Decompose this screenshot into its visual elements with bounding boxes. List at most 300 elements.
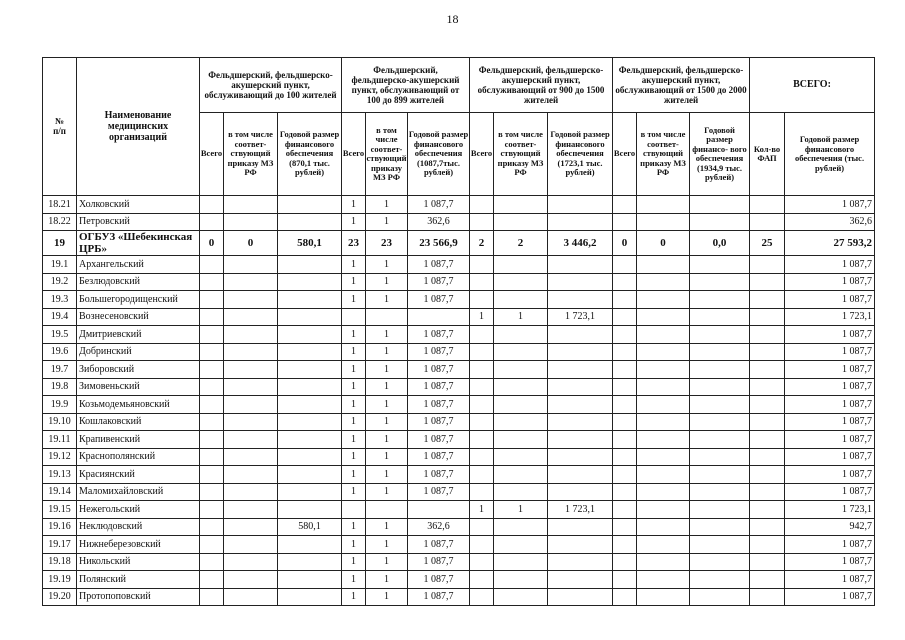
cell-fap-count <box>750 448 785 466</box>
cell-g3-total <box>470 413 494 431</box>
cell-fap-count <box>750 396 785 414</box>
cell-g1-funding: 580,1 <box>278 518 342 536</box>
cell-g1-funding <box>278 553 342 571</box>
cell-g2-compliant: 1 <box>366 431 408 449</box>
cell-g3-funding <box>548 213 613 231</box>
organization-name: Кошлаковский <box>77 413 200 431</box>
cell-fap-count <box>750 466 785 484</box>
cell-g4-total <box>613 196 637 214</box>
cell-total-funding: 362,6 <box>785 213 875 231</box>
cell-g4-compliant <box>637 343 690 361</box>
cell-total-funding: 1 087,7 <box>785 256 875 274</box>
cell-g2-funding: 1 087,7 <box>408 431 470 449</box>
cell-g3-compliant <box>494 448 548 466</box>
cell-g4-compliant <box>637 196 690 214</box>
cell-g4-total <box>613 378 637 396</box>
row-number: 19.3 <box>43 291 77 309</box>
cell-g2-total: 1 <box>342 588 366 606</box>
header-group-1: Фельдшерский, фельдшерско-акушерский пункт, обслуживающий до 100 жителей <box>200 58 342 113</box>
table-row <box>43 483 875 501</box>
cell-g1-funding <box>278 213 342 231</box>
cell-total-funding: 1 087,7 <box>785 588 875 606</box>
cell-g3-total <box>470 256 494 274</box>
cell-total-funding: 1 087,7 <box>785 396 875 414</box>
cell-g3-funding <box>548 483 613 501</box>
cell-g4-compliant <box>637 501 690 519</box>
cell-g1-total <box>200 361 224 379</box>
cell-g2-total: 1 <box>342 518 366 536</box>
organization-name: Петровский <box>77 213 200 231</box>
cell-g4-total <box>613 501 637 519</box>
cell-g1-total <box>200 553 224 571</box>
cell-g3-total <box>470 196 494 214</box>
header-g2-funding: Годовой размер финансового обеспечения (1087,7тыс. рублей) <box>408 113 470 196</box>
cell-g2-total: 1 <box>342 536 366 554</box>
cell-g4-funding <box>690 466 750 484</box>
row-number: 19.11 <box>43 431 77 449</box>
cell-g3-compliant <box>494 378 548 396</box>
cell-g4-funding <box>690 518 750 536</box>
cell-g3-compliant <box>494 256 548 274</box>
cell-g4-total <box>613 518 637 536</box>
cell-g3-funding: 3 446,2 <box>548 231 613 256</box>
cell-g3-funding <box>548 431 613 449</box>
cell-fap-count <box>750 431 785 449</box>
header-g4-compliant: в том числе соответ- ствующий приказу МЗ РФ <box>637 113 690 196</box>
cell-g3-compliant: 2 <box>494 231 548 256</box>
cell-g3-total: 1 <box>470 308 494 326</box>
cell-g2-funding: 1 087,7 <box>408 588 470 606</box>
cell-fap-count: 25 <box>750 231 785 256</box>
cell-fap-count <box>750 343 785 361</box>
cell-g1-funding <box>278 308 342 326</box>
cell-g1-compliant <box>224 501 278 519</box>
cell-g1-funding <box>278 326 342 344</box>
cell-g1-total <box>200 396 224 414</box>
cell-total-funding: 1 087,7 <box>785 571 875 589</box>
cell-g2-compliant <box>366 308 408 326</box>
cell-g4-total <box>613 571 637 589</box>
cell-g2-compliant: 1 <box>366 448 408 466</box>
cell-total-funding: 942,7 <box>785 518 875 536</box>
row-number: 19 <box>43 231 77 256</box>
cell-g3-funding <box>548 361 613 379</box>
cell-g2-compliant: 1 <box>366 518 408 536</box>
table-row <box>43 196 875 214</box>
cell-g1-funding <box>278 291 342 309</box>
cell-g1-total <box>200 343 224 361</box>
organization-name: Безлюдовский <box>77 273 200 291</box>
cell-g4-total: 0 <box>613 231 637 256</box>
header-name: Наименование медицинских организаций <box>77 58 200 196</box>
cell-g3-funding <box>548 196 613 214</box>
header-g3-total: Всего <box>470 113 494 196</box>
cell-g1-funding <box>278 396 342 414</box>
row-number: 19.18 <box>43 553 77 571</box>
cell-g1-total <box>200 378 224 396</box>
cell-g3-funding <box>548 536 613 554</box>
cell-total-funding: 1 087,7 <box>785 413 875 431</box>
cell-g2-total: 1 <box>342 553 366 571</box>
cell-g4-compliant <box>637 448 690 466</box>
cell-g2-total: 1 <box>342 291 366 309</box>
cell-g1-funding: 580,1 <box>278 231 342 256</box>
cell-g1-compliant <box>224 273 278 291</box>
cell-g1-funding <box>278 413 342 431</box>
cell-g4-compliant <box>637 483 690 501</box>
cell-g3-total <box>470 431 494 449</box>
cell-g1-compliant <box>224 326 278 344</box>
cell-g2-funding: 1 087,7 <box>408 378 470 396</box>
cell-g1-funding <box>278 501 342 519</box>
cell-total-funding: 1 087,7 <box>785 273 875 291</box>
cell-g4-compliant <box>637 588 690 606</box>
cell-g3-compliant <box>494 588 548 606</box>
cell-fap-count <box>750 213 785 231</box>
cell-g3-total <box>470 518 494 536</box>
cell-g4-compliant <box>637 413 690 431</box>
organization-name: Нижнеберезовский <box>77 536 200 554</box>
table-row <box>43 571 875 589</box>
header-total-funding: Годовой размер финансового обеспечения (тыс. рублей) <box>785 113 875 196</box>
cell-g2-compliant: 1 <box>366 536 408 554</box>
table-row <box>43 273 875 291</box>
row-number: 19.16 <box>43 518 77 536</box>
header-g1-funding: Годовой размер финансового обеспечения (870,1 тыс. рублей) <box>278 113 342 196</box>
cell-g1-compliant <box>224 343 278 361</box>
facilities-table <box>42 57 875 606</box>
cell-g4-total <box>613 553 637 571</box>
organization-name: Зимовеньский <box>77 378 200 396</box>
cell-g2-compliant: 1 <box>366 571 408 589</box>
cell-g2-funding: 1 087,7 <box>408 396 470 414</box>
cell-g1-total <box>200 518 224 536</box>
cell-g4-funding <box>690 501 750 519</box>
cell-g1-compliant <box>224 483 278 501</box>
organization-name: Холковский <box>77 196 200 214</box>
cell-g1-total <box>200 448 224 466</box>
cell-total-funding: 1 087,7 <box>785 343 875 361</box>
cell-g1-total <box>200 326 224 344</box>
cell-g4-compliant <box>637 256 690 274</box>
table-row <box>43 536 875 554</box>
cell-g2-total <box>342 308 366 326</box>
cell-g1-compliant <box>224 378 278 396</box>
cell-total-funding: 1 087,7 <box>785 483 875 501</box>
cell-g3-compliant <box>494 291 548 309</box>
cell-g2-total: 1 <box>342 326 366 344</box>
cell-g4-funding <box>690 273 750 291</box>
cell-g2-total <box>342 501 366 519</box>
cell-g2-funding: 1 087,7 <box>408 291 470 309</box>
cell-g4-funding <box>690 361 750 379</box>
cell-g3-compliant <box>494 326 548 344</box>
cell-g2-total: 1 <box>342 361 366 379</box>
cell-total-funding: 1 087,7 <box>785 361 875 379</box>
cell-g3-funding <box>548 571 613 589</box>
cell-g3-total <box>470 448 494 466</box>
header-g4-funding: Годовой размер финансо- вого обеспечения (1934,9 тыс. рублей) <box>690 113 750 196</box>
cell-g3-compliant <box>494 483 548 501</box>
row-number: 18.21 <box>43 196 77 214</box>
cell-g1-total: 0 <box>200 231 224 256</box>
table-row <box>43 413 875 431</box>
cell-g4-total <box>613 326 637 344</box>
cell-g4-funding <box>690 213 750 231</box>
cell-g4-compliant <box>637 571 690 589</box>
cell-g3-compliant: 1 <box>494 501 548 519</box>
cell-total-funding: 1 087,7 <box>785 466 875 484</box>
cell-g2-compliant: 1 <box>366 196 408 214</box>
cell-g2-compliant: 1 <box>366 378 408 396</box>
cell-g3-total <box>470 361 494 379</box>
cell-g2-compliant: 1 <box>366 396 408 414</box>
row-number: 19.5 <box>43 326 77 344</box>
organization-name: Полянский <box>77 571 200 589</box>
cell-g1-total <box>200 536 224 554</box>
cell-g4-compliant <box>637 431 690 449</box>
row-number: 19.4 <box>43 308 77 326</box>
organization-name: Краснополянский <box>77 448 200 466</box>
cell-g1-compliant <box>224 361 278 379</box>
cell-g4-funding <box>690 396 750 414</box>
cell-g2-compliant: 1 <box>366 483 408 501</box>
cell-g4-funding <box>690 378 750 396</box>
cell-g2-funding: 1 087,7 <box>408 343 470 361</box>
cell-g2-compliant: 1 <box>366 291 408 309</box>
cell-g3-funding <box>548 256 613 274</box>
table-row <box>43 256 875 274</box>
cell-g2-total: 1 <box>342 413 366 431</box>
cell-g3-total <box>470 378 494 396</box>
cell-g3-funding <box>548 448 613 466</box>
cell-g2-funding: 1 087,7 <box>408 361 470 379</box>
cell-g2-total: 1 <box>342 273 366 291</box>
table-row <box>43 431 875 449</box>
organization-name: Козьмодемьяновский <box>77 396 200 414</box>
table-row <box>43 396 875 414</box>
cell-g1-compliant <box>224 308 278 326</box>
row-number: 19.14 <box>43 483 77 501</box>
cell-g1-funding <box>278 466 342 484</box>
cell-g1-compliant <box>224 518 278 536</box>
cell-g4-total <box>613 536 637 554</box>
cell-g2-compliant: 1 <box>366 213 408 231</box>
cell-g3-compliant <box>494 273 548 291</box>
cell-g1-compliant <box>224 431 278 449</box>
cell-g4-total <box>613 466 637 484</box>
row-number: 19.7 <box>43 361 77 379</box>
cell-g1-funding <box>278 431 342 449</box>
cell-g1-compliant <box>224 466 278 484</box>
cell-g2-funding: 1 087,7 <box>408 448 470 466</box>
cell-g1-compliant <box>224 571 278 589</box>
cell-total-funding: 1 087,7 <box>785 196 875 214</box>
cell-g2-funding: 1 087,7 <box>408 466 470 484</box>
header-g3-funding: Годовой размер финансового обеспечения (1723,1 тыс. рублей) <box>548 113 613 196</box>
cell-g2-compliant: 1 <box>366 553 408 571</box>
cell-g1-total <box>200 273 224 291</box>
header-fap-count: Кол-во ФАП <box>750 113 785 196</box>
cell-g3-funding <box>548 413 613 431</box>
row-number: 19.6 <box>43 343 77 361</box>
cell-g4-compliant <box>637 326 690 344</box>
table-row <box>43 213 875 231</box>
cell-g2-funding: 1 087,7 <box>408 536 470 554</box>
table-row <box>43 326 875 344</box>
header-group-2: Фельдшерский, фельдшерско-акушерский пункт, обслуживающий от 100 до 899 жителей <box>342 58 470 113</box>
cell-g3-total <box>470 483 494 501</box>
cell-g3-funding <box>548 291 613 309</box>
cell-g4-total <box>613 343 637 361</box>
cell-g1-funding <box>278 448 342 466</box>
cell-g1-funding <box>278 361 342 379</box>
organization-name: Маломихайловский <box>77 483 200 501</box>
cell-g2-total: 23 <box>342 231 366 256</box>
table-row <box>43 588 875 606</box>
cell-g2-funding: 362,6 <box>408 518 470 536</box>
cell-g1-compliant: 0 <box>224 231 278 256</box>
cell-g4-total <box>613 448 637 466</box>
cell-g2-total: 1 <box>342 571 366 589</box>
cell-fap-count <box>750 518 785 536</box>
cell-g2-funding: 1 087,7 <box>408 483 470 501</box>
cell-g2-compliant: 1 <box>366 256 408 274</box>
cell-g3-total <box>470 571 494 589</box>
cell-g4-funding <box>690 553 750 571</box>
table-row <box>43 448 875 466</box>
cell-g1-total <box>200 413 224 431</box>
organization-name: Никольский <box>77 553 200 571</box>
cell-g1-total <box>200 571 224 589</box>
organization-name: Нежегольский <box>77 501 200 519</box>
cell-g4-compliant <box>637 536 690 554</box>
cell-g2-total: 1 <box>342 378 366 396</box>
cell-g3-total <box>470 343 494 361</box>
organization-name: ОГБУЗ «Шебекинская ЦРБ» <box>77 231 200 256</box>
cell-g4-compliant <box>637 466 690 484</box>
cell-g1-compliant <box>224 413 278 431</box>
cell-g3-funding <box>548 518 613 536</box>
cell-g1-total <box>200 291 224 309</box>
cell-g4-compliant <box>637 291 690 309</box>
cell-fap-count <box>750 501 785 519</box>
cell-g2-compliant: 1 <box>366 273 408 291</box>
cell-g1-compliant <box>224 291 278 309</box>
cell-fap-count <box>750 326 785 344</box>
cell-g4-funding <box>690 483 750 501</box>
cell-g3-compliant <box>494 553 548 571</box>
organization-name: Большегородищенский <box>77 291 200 309</box>
cell-g3-total <box>470 553 494 571</box>
cell-g4-funding <box>690 571 750 589</box>
row-number: 18.22 <box>43 213 77 231</box>
cell-fap-count <box>750 196 785 214</box>
organization-name: Зиборовский <box>77 361 200 379</box>
cell-g3-total <box>470 588 494 606</box>
cell-g3-compliant <box>494 431 548 449</box>
cell-g2-funding: 1 087,7 <box>408 413 470 431</box>
cell-g3-total <box>470 396 494 414</box>
cell-fap-count <box>750 291 785 309</box>
cell-g4-compliant <box>637 273 690 291</box>
cell-g1-compliant <box>224 588 278 606</box>
cell-g1-compliant <box>224 256 278 274</box>
cell-total-funding: 27 593,2 <box>785 231 875 256</box>
cell-g1-compliant <box>224 448 278 466</box>
cell-g2-total: 1 <box>342 196 366 214</box>
table-row <box>43 231 875 256</box>
cell-g3-compliant <box>494 361 548 379</box>
cell-g2-funding <box>408 308 470 326</box>
cell-g2-funding: 1 087,7 <box>408 326 470 344</box>
row-number: 19.19 <box>43 571 77 589</box>
row-number: 19.10 <box>43 413 77 431</box>
row-number: 19.20 <box>43 588 77 606</box>
cell-g2-funding: 1 087,7 <box>408 273 470 291</box>
row-number: 19.13 <box>43 466 77 484</box>
cell-g4-total <box>613 483 637 501</box>
cell-g1-total <box>200 466 224 484</box>
cell-g1-funding <box>278 588 342 606</box>
cell-g3-funding <box>548 553 613 571</box>
cell-g1-compliant <box>224 196 278 214</box>
cell-g1-funding <box>278 536 342 554</box>
cell-total-funding: 1 723,1 <box>785 501 875 519</box>
cell-g2-total: 1 <box>342 431 366 449</box>
cell-g3-compliant <box>494 536 548 554</box>
cell-g3-funding: 1 723,1 <box>548 501 613 519</box>
organization-name: Неклюдовский <box>77 518 200 536</box>
cell-g3-funding <box>548 326 613 344</box>
cell-g3-total <box>470 536 494 554</box>
cell-g4-funding <box>690 196 750 214</box>
cell-g4-funding <box>690 308 750 326</box>
cell-g1-total <box>200 483 224 501</box>
cell-g1-funding <box>278 343 342 361</box>
cell-g1-funding <box>278 378 342 396</box>
cell-g2-total: 1 <box>342 213 366 231</box>
header-num: № п/п <box>43 58 77 196</box>
cell-fap-count <box>750 273 785 291</box>
table-row <box>43 361 875 379</box>
cell-fap-count <box>750 553 785 571</box>
cell-g4-funding <box>690 536 750 554</box>
cell-g4-total <box>613 396 637 414</box>
table-body <box>43 196 875 606</box>
cell-total-funding: 1 087,7 <box>785 291 875 309</box>
cell-g3-funding <box>548 396 613 414</box>
organization-name: Добринский <box>77 343 200 361</box>
header-g4-total: Всего <box>613 113 637 196</box>
page-number: 18 <box>446 12 459 26</box>
header-g3-compliant: в том числе соответ- ствующий приказу МЗ РФ <box>494 113 548 196</box>
cell-total-funding: 1 087,7 <box>785 431 875 449</box>
table-row <box>43 518 875 536</box>
cell-g2-funding: 1 087,7 <box>408 571 470 589</box>
table-row <box>43 378 875 396</box>
row-number: 19.9 <box>43 396 77 414</box>
cell-g1-funding <box>278 483 342 501</box>
cell-g1-total <box>200 431 224 449</box>
cell-fap-count <box>750 378 785 396</box>
cell-g2-total: 1 <box>342 256 366 274</box>
cell-g1-compliant <box>224 396 278 414</box>
cell-g1-funding <box>278 571 342 589</box>
table-row <box>43 343 875 361</box>
cell-g4-total <box>613 413 637 431</box>
cell-g1-compliant <box>224 213 278 231</box>
